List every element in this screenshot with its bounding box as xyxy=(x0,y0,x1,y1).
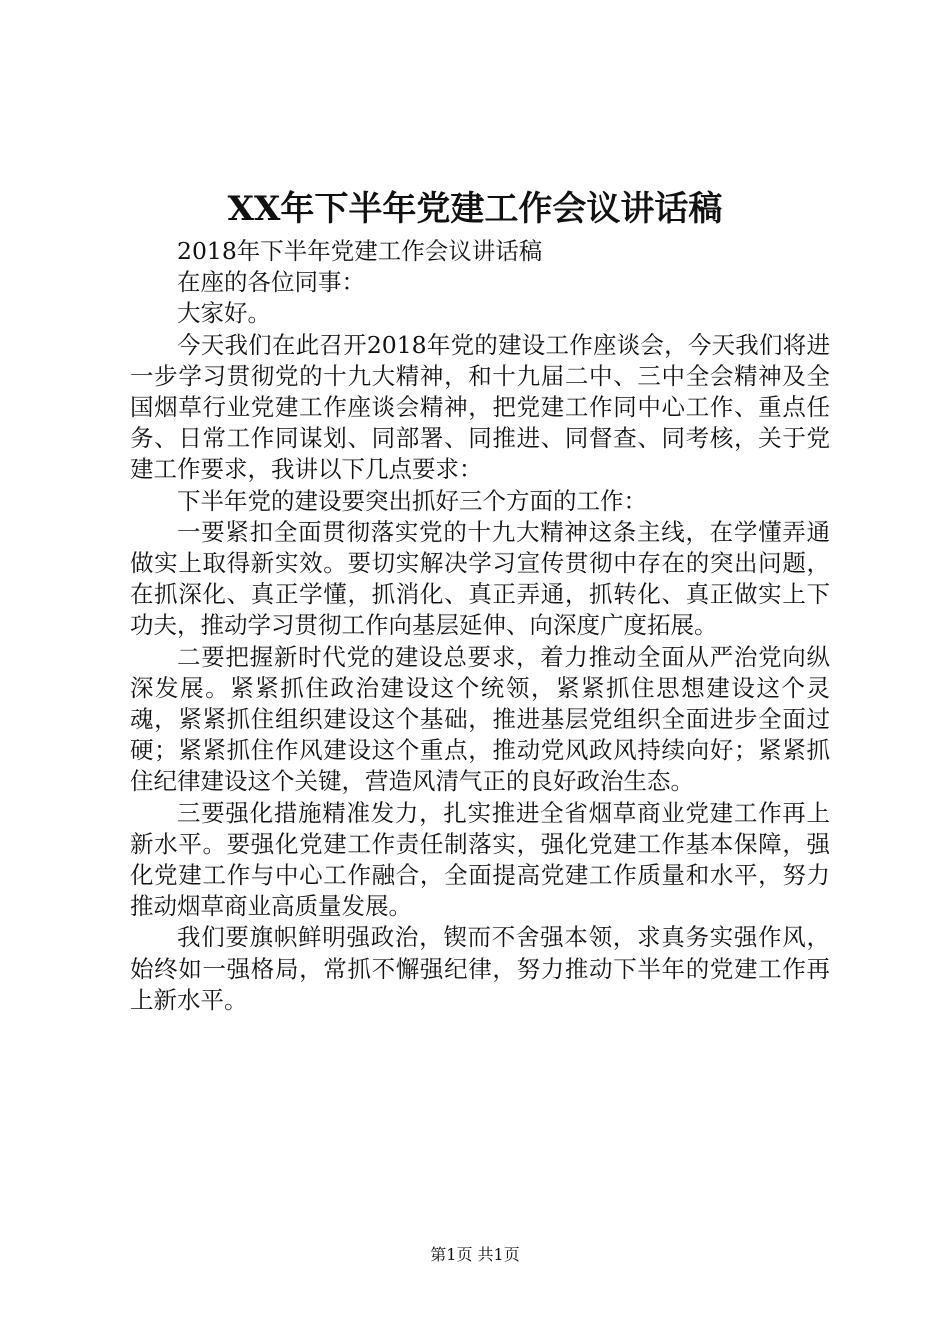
salutation-paragraph: 在座的各位同事： xyxy=(177,268,365,297)
subtitle-paragraph: 2018年下半年党建工作会议讲话稿 xyxy=(177,237,543,265)
body-paragraph: 二要把握新时代党的建设总要求，着力推动全面从严治党向纵深发展。紧紧抓住政治建设这个统领，紧紧抓住思想建设这个灵魂，紧紧抓住组织建设这个基础，推进基层党组织全面进步全面过硬；紧紧抓住作风建设这个重点，推动党风政风持续向好；紧紧抓住纪律建设这个关键，营造风清气正的良好政治生态。 xyxy=(130,642,830,796)
page-number-footer: 第1页 共1页 xyxy=(430,1245,520,1264)
body-paragraph: 下半年党的建设要突出抓好三个方面的工作： xyxy=(177,486,647,515)
document-title: XX年下半年党建工作会议讲话稿 xyxy=(227,189,723,229)
greeting-paragraph: 大家好。 xyxy=(177,299,271,328)
body-paragraph: 今天我们在此召开2018年党的建设工作座谈会，今天我们将进一步学习贯彻党的十九大精神，和十九届二中、三中全会精神及全国烟草行业党建工作座谈会精神，把党建工作同中心工作、重点任务、日常工作同谋划、同部署、同推进、同督查、同考核，关于党建工作要求，我讲以下几点要求： xyxy=(130,330,830,484)
body-paragraph: 一要紧扣全面贯彻落实党的十九大精神这条主线，在学懂弄通做实上取得新实效。要切实解决学习宣传贯彻中存在的突出问题，在抓深化、真正学懂，抓消化、真正弄通，抓转化、真正做实上下功夫，推动学习贯彻工作向基层延伸、向深度广度拓展。 xyxy=(130,517,830,640)
document-body xyxy=(130,236,830,1016)
body-paragraph: 三要强化措施精准发力，扎实推进全省烟草商业党建工作再上新水平。要强化党建工作责任制落实，强化党建工作基本保障，强化党建工作与中心工作融合，全面提高党建工作质量和水平，努力推动烟草商业高质量发展。 xyxy=(130,798,830,921)
closing-paragraph: 我们要旗帜鲜明强政治，锲而不舍强本领，求真务实强作风，始终如一强格局，常抓不懈强纪律，努力推动下半年的党建工作再上新水平。 xyxy=(130,923,830,1014)
